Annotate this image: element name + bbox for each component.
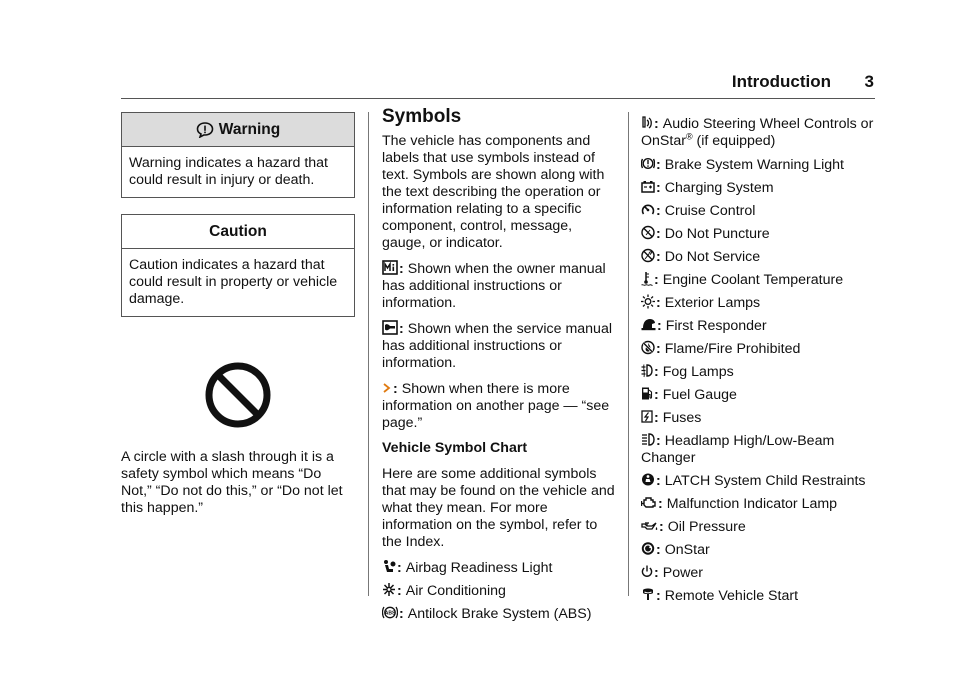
column-2 [382, 108, 618, 628]
symbol-entry: : LATCH System Child Restraints [641, 472, 881, 490]
latch-icon [641, 472, 655, 487]
vehicle-symbol-chart-heading: Vehicle Symbol Chart [382, 440, 528, 456]
first-responder-icon [641, 317, 656, 332]
warning-bubble-icon [196, 122, 214, 138]
coolant-temperature-icon [641, 271, 653, 286]
power-icon [641, 564, 653, 579]
vehicle-symbol-chart-intro: Here are some additional symbols that may be found on the vehicle and what they mean. For more information on the symbol, refer to the Index. [382, 466, 615, 550]
fog-lamps-icon [641, 363, 653, 378]
symbol-entry: : Remote Vehicle Start [641, 587, 881, 605]
column-divider-1 [368, 112, 369, 596]
symbol-label: Fog Lamps [662, 364, 734, 380]
symbol-label: Oil Pressure [667, 519, 746, 535]
symbol-entry: : Engine Coolant Temperature [641, 271, 881, 289]
symbol-entry: : Fuses [641, 409, 881, 427]
cruise-control-icon [641, 202, 655, 217]
service-manual-text: Shown when the service manual has additional instructions or information. [382, 321, 612, 371]
see-page-entry: : Shown when there is more information on another page — “see page.” [382, 381, 610, 431]
symbol-label: Exterior Lamps [664, 295, 761, 311]
remote-start-icon [641, 587, 655, 602]
owner-manual-text: Shown when the owner manual has additional instructions or information. [382, 261, 606, 311]
caution-title: Caution [209, 223, 267, 240]
symbol-label: OnStar [664, 542, 710, 558]
symbol-label: Engine Coolant Temperature [662, 272, 844, 288]
symbol-entry: : Brake System Warning Light [641, 156, 881, 174]
warning-box [121, 112, 355, 198]
symbol-entry: : Audio Steering Wheel Controls or OnStar® (if equipped) [641, 116, 874, 149]
service-manual-icon [382, 320, 398, 335]
symbol-entry: : Charging System [641, 179, 881, 197]
abs-icon [382, 605, 398, 620]
brake-warning-icon [641, 156, 655, 171]
caution-text: Caution indicates a hazard that could result in property or vehicle damage. [129, 257, 338, 307]
symbol-entry: : Flame/Fire Prohibited [641, 340, 881, 358]
symbol-label: Do Not Service [664, 249, 761, 265]
service-manual-entry: : Shown when the service manual has additional instructions or information. [382, 321, 612, 371]
symbol-label: LATCH System Child Restraints [664, 473, 866, 489]
header-rule [121, 98, 875, 99]
registered-mark: ® [685, 131, 693, 142]
symbol-entry: : Oil Pressure [641, 518, 881, 536]
symbol-entry: : Do Not Puncture [641, 225, 881, 243]
symbol-label: Charging System [664, 180, 774, 196]
section-title: Introduction [731, 72, 831, 91]
symbol-label: Flame/Fire Prohibited [664, 341, 801, 357]
steering-controls-suffix: (if equipped) [692, 133, 776, 149]
svg-text:ABS: ABS [384, 610, 396, 617]
symbol-label: Power [662, 565, 703, 581]
symbol-label: Cruise Control [664, 203, 756, 219]
symbol-entry: : Fog Lamps [641, 363, 881, 381]
symbol-entry: : Power [641, 564, 881, 582]
warning-header [122, 113, 354, 147]
symbols-intro: The vehicle has components and labels that use symbols instead of text. Symbols are shown along with the text describing the operation or information relating to a specific component, control, message, gauge, or indicator. [382, 133, 605, 251]
page-header [0, 68, 960, 98]
exterior-lamps-icon [641, 294, 655, 309]
column-3 [641, 115, 881, 610]
symbol-label: Airbag Readiness Light [405, 560, 553, 576]
symbol-entry: : Do Not Service [641, 248, 881, 266]
symbol-entry: ABS : Antilock Brake System (ABS) [382, 605, 618, 623]
flame-prohibited-icon [641, 340, 655, 355]
fuel-gauge-icon [641, 386, 653, 401]
steering-controls-icon [641, 115, 653, 130]
onstar-icon [641, 541, 655, 556]
symbol-label: Fuel Gauge [662, 387, 737, 403]
fuses-icon [641, 409, 653, 424]
symbol-label: First Responder [665, 318, 767, 334]
page-number: 3 [864, 72, 874, 91]
symbol-label: Malfunction Indicator Lamp [666, 496, 838, 512]
symbol-entry: : First Responder [641, 317, 881, 335]
symbol-entry: : Air Conditioning [382, 582, 618, 600]
symbol-label: Remote Vehicle Start [664, 588, 799, 604]
air-conditioning-icon [382, 582, 396, 597]
see-page-text: Shown when there is more information on another page — “see page.” [382, 381, 610, 431]
symbol-entry: : Malfunction Indicator Lamp [641, 495, 881, 513]
column-divider-2 [628, 112, 629, 596]
oil-pressure-icon [641, 518, 658, 533]
symbol-label: Do Not Puncture [664, 226, 770, 242]
headlamp-beam-icon [641, 432, 655, 447]
symbol-label: Fuses [662, 410, 702, 426]
symbol-entry: : Exterior Lamps [641, 294, 881, 312]
do-not-symbol-icon [204, 361, 272, 429]
warning-text: Warning indicates a hazard that could result in injury or death. [129, 155, 328, 188]
symbol-entry: : Fuel Gauge [641, 386, 881, 404]
symbol-label: Brake System Warning Light [664, 157, 844, 173]
safety-symbol-text: A circle with a slash through it is a safety symbol which means “Do Not,” “Do not do this,” or “Do not let this happen.” [121, 449, 343, 516]
symbol-entry: : Headlamp High/Low-Beam Changer [641, 433, 835, 466]
caution-header [122, 215, 354, 249]
symbol-label: Headlamp High/Low-Beam Changer [641, 433, 835, 466]
malfunction-lamp-icon [641, 495, 657, 510]
battery-icon [641, 179, 655, 194]
caution-box [121, 214, 355, 317]
column-1 [121, 112, 355, 525]
owner-manual-icon [382, 260, 398, 275]
symbol-label: Antilock Brake System (ABS) [407, 606, 592, 622]
airbag-icon [382, 559, 396, 574]
symbol-label: Air Conditioning [405, 583, 506, 599]
symbol-entry: : OnStar [641, 541, 881, 559]
steering-controls-text: Audio Steering Wheel Controls or OnStar [641, 116, 874, 149]
symbol-entry: : Airbag Readiness Light [382, 559, 618, 577]
see-page-icon [382, 380, 392, 395]
symbols-heading: Symbols [382, 106, 462, 127]
warning-title: Warning [218, 121, 281, 138]
do-not-puncture-icon [641, 225, 655, 240]
owner-manual-entry: : Shown when the owner manual has additional instructions or information. [382, 261, 606, 311]
symbol-entry: : Cruise Control [641, 202, 881, 220]
do-not-service-icon [641, 248, 655, 263]
